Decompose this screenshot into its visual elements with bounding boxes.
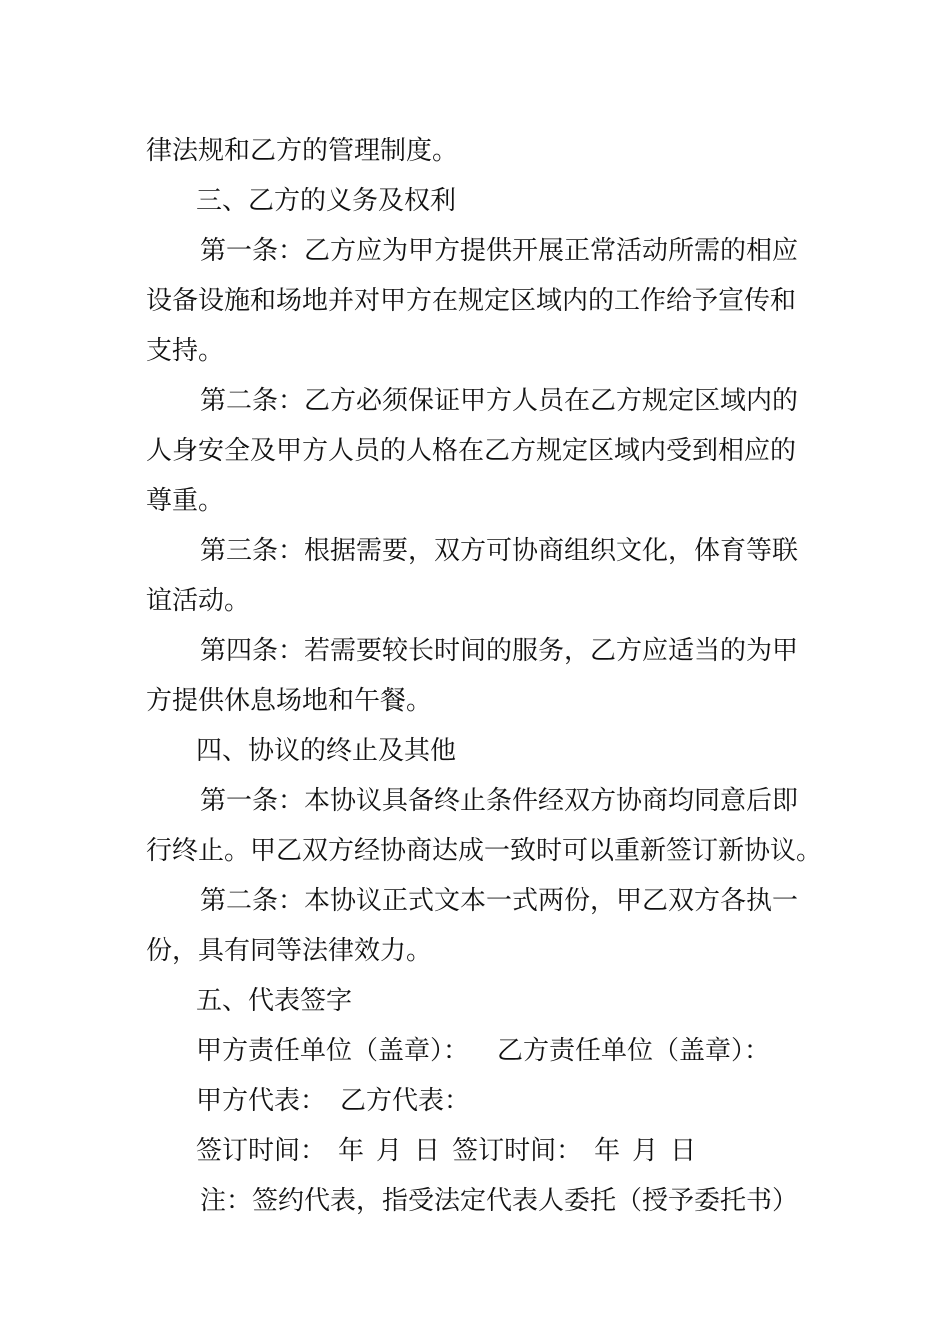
party-a-rep-label: 甲方代表：	[196, 1086, 327, 1116]
note-line: 注：签约代表，指受法定代表人委托（授予委托书）	[200, 1186, 799, 1216]
party-b-unit-label: 乙方责任单位（盖章）：	[497, 1036, 771, 1066]
party-b-rep-label: 乙方代表：	[340, 1086, 471, 1116]
party-b-signing-time-label: 签订时间：	[452, 1136, 583, 1166]
text-line: 支持。	[146, 336, 225, 366]
party-a-month: 月	[376, 1136, 403, 1166]
text-line: 第一条：乙方应为甲方提供开展正常活动所需的相应	[200, 236, 799, 266]
party-a-year: 年	[338, 1136, 365, 1166]
text-line: 第四条：若需要较长时间的服务，乙方应适当的为甲	[200, 636, 799, 666]
text-line: 设备设施和场地并对甲方在规定区域内的工作给予宣传和	[146, 286, 797, 316]
text-line: 第三条：根据需要，双方可协商组织文化，体育等联	[200, 536, 799, 566]
signature-rep-line	[196, 1084, 470, 1118]
text-line: 谊活动。	[146, 586, 251, 616]
text-line: 第二条：本协议正式文本一式两份，甲乙双方各执一	[200, 886, 799, 916]
text-line: 第一条：本协议具备终止条件经双方协商均同意后即	[200, 786, 799, 816]
text-line: 第二条：乙方必须保证甲方人员在乙方规定区域内的	[200, 386, 799, 416]
section-heading: 四、协议的终止及其他	[196, 736, 457, 766]
text-line: 律法规和乙方的管理制度。	[146, 136, 459, 166]
text-line: 尊重。	[146, 486, 225, 516]
text-line: 人身安全及甲方人员的人格在乙方规定区域内受到相应的	[146, 436, 797, 466]
text-line: 份，具有同等法律效力。	[146, 936, 433, 966]
party-b-year: 年	[594, 1136, 621, 1166]
signature-unit-line	[196, 1034, 770, 1068]
party-a-signing-time-label: 签订时间：	[196, 1136, 327, 1166]
party-b-day: 日	[670, 1136, 697, 1166]
section-heading: 三、乙方的义务及权利	[196, 186, 457, 216]
text-line: 行终止。甲乙双方经协商达成一致时可以重新签订新协议。	[146, 836, 823, 866]
party-a-day: 日	[414, 1136, 441, 1166]
signing-time-line	[196, 1134, 696, 1168]
text-line: 方提供休息场地和午餐。	[146, 686, 433, 716]
party-b-month: 月	[632, 1136, 659, 1166]
section-heading: 五、代表签字	[196, 986, 353, 1016]
party-a-unit-label: 甲方责任单位（盖章）：	[196, 1036, 470, 1066]
